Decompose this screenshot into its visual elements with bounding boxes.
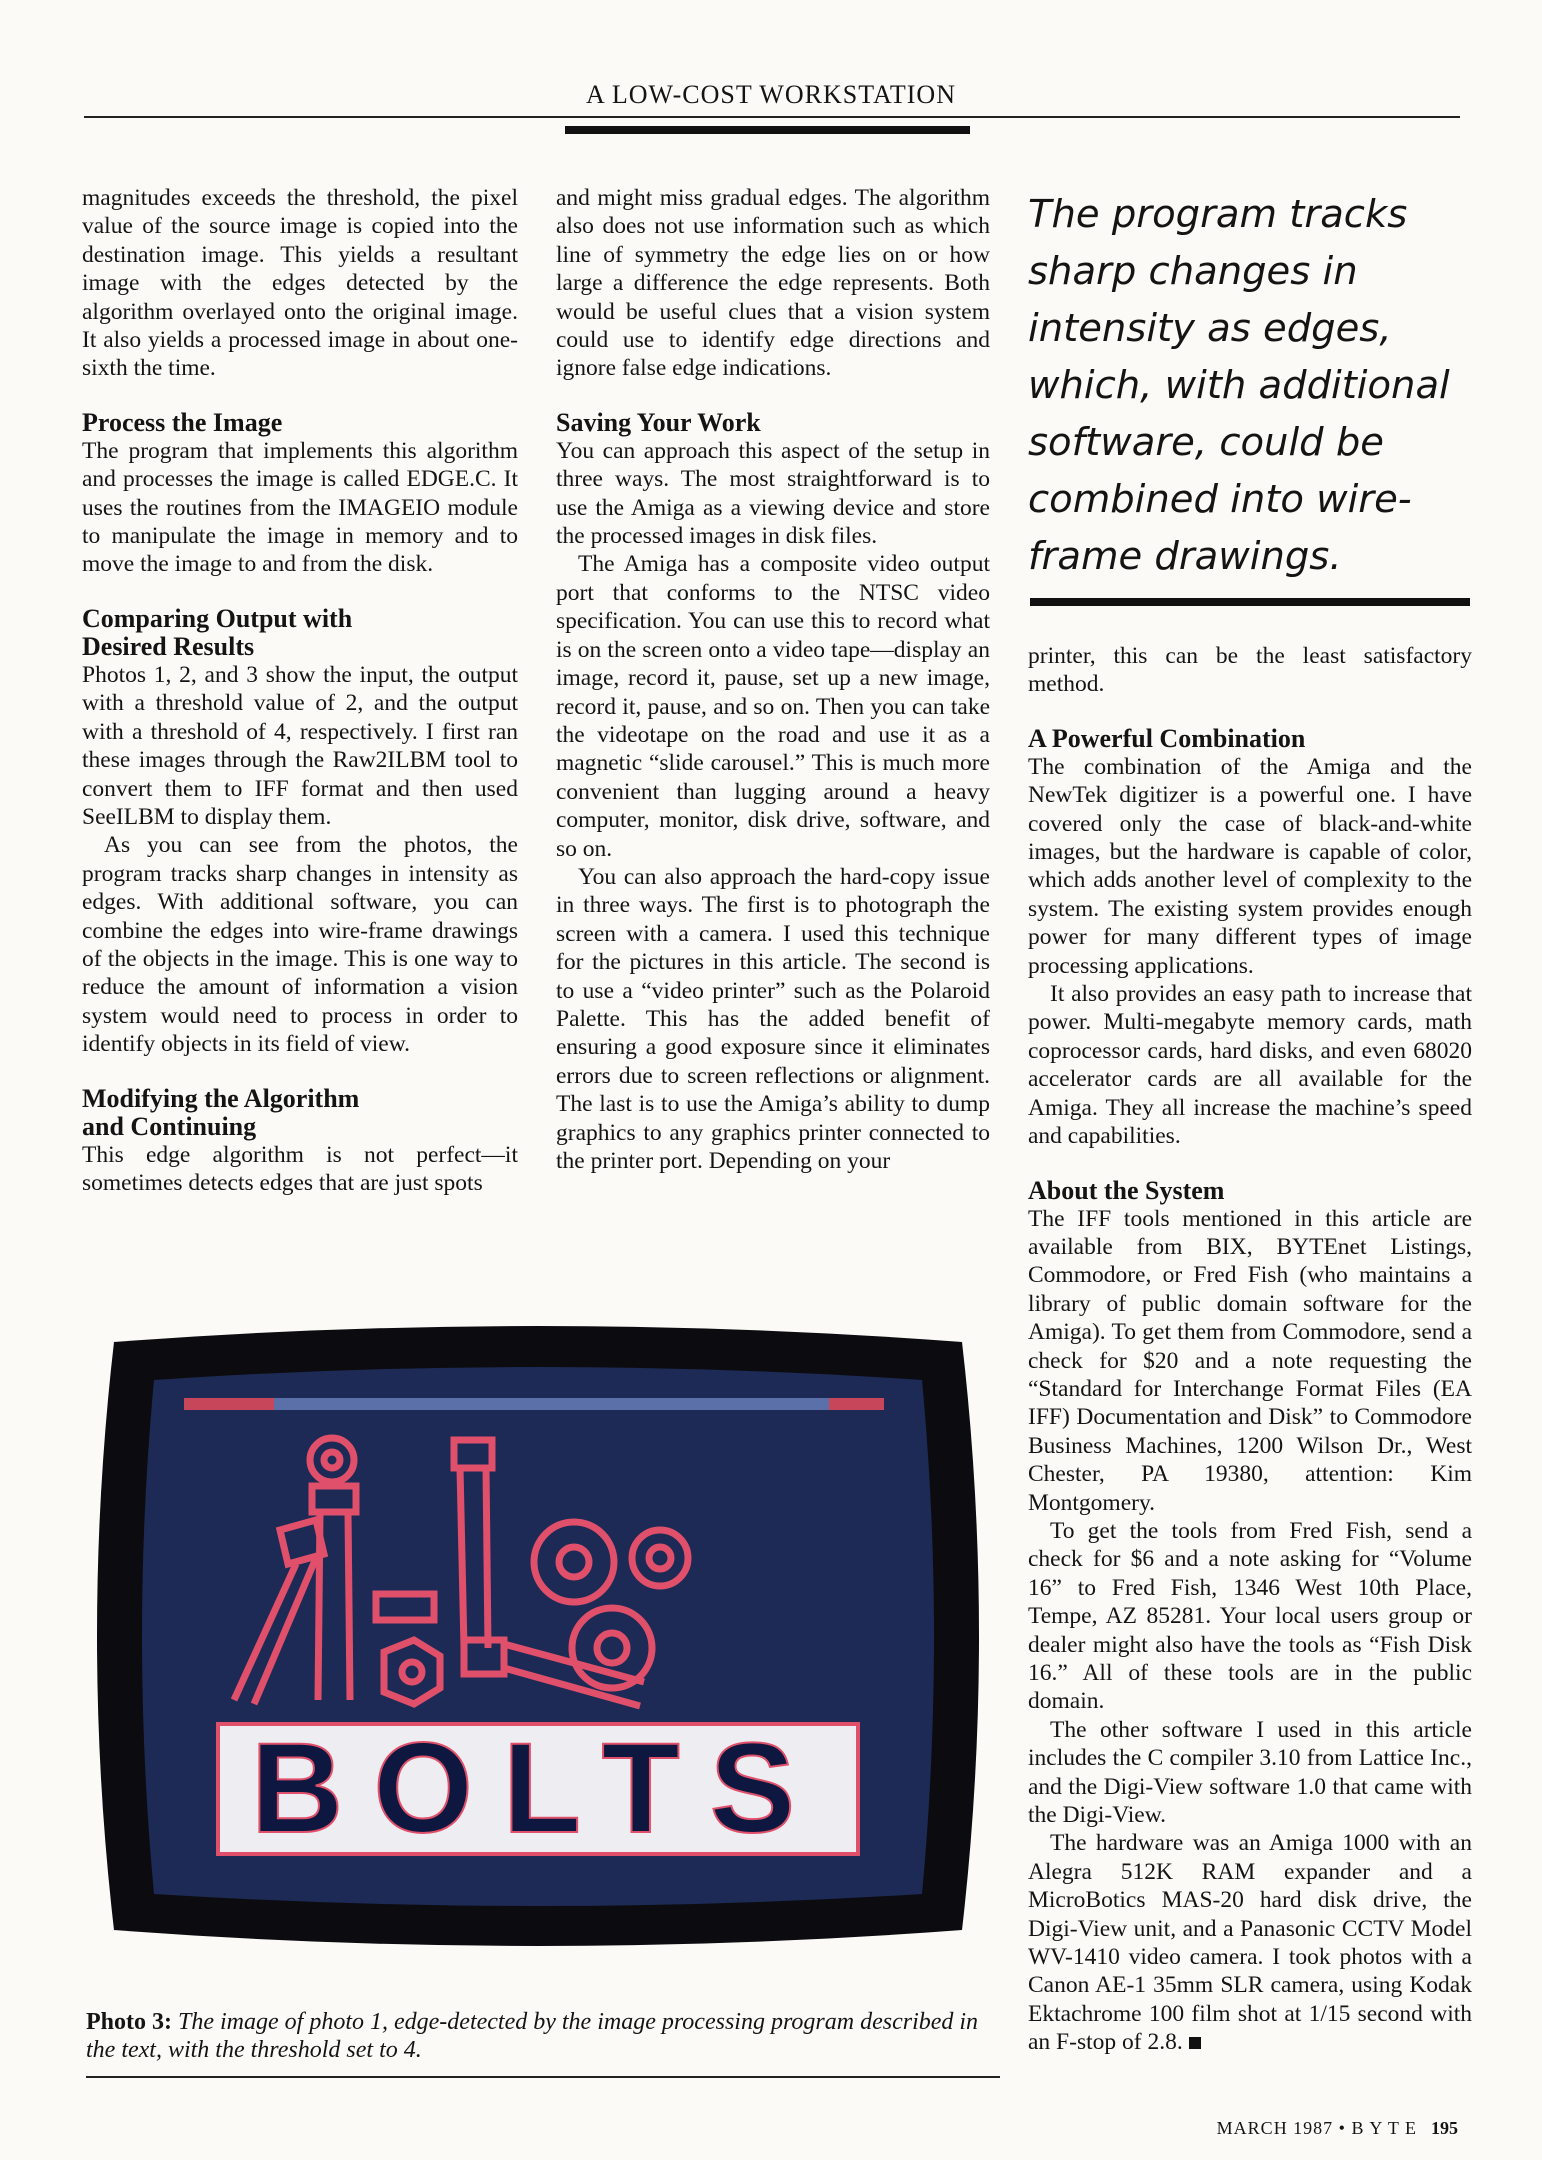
section-heading-process: Process the Image	[82, 407, 283, 437]
footer-issue: MARCH 1987 • B Y T E	[1216, 2118, 1417, 2138]
pull-quote: The program tracks sharp changes in intensity as edges, which, with additional software, could be combined into wire-frame drawings.	[1028, 192, 1450, 579]
bolt-shaft	[348, 1512, 350, 1700]
paragraph: As you can see from the photos, the program tracks sharp changes in intensity as edges. With additional software, you can combine the edges into wire-frame drawings of the objects in the image. This is one way to reduce the amount of information a vision system would need to process in order to identify objects in its field of view.	[82, 832, 518, 1058]
header-bar	[565, 126, 970, 134]
heading-line: Desired Results	[82, 631, 255, 661]
paragraph: printer, this can be the least satisfactory method.	[1028, 643, 1472, 698]
paragraph: magnitudes exceeds the threshold, the pixel value of the source image is copied into the destination image. This yields a resultant image with the edges detected by the algorithm overlayed onto the original image. It also yields a processed image in about one-sixth the time.	[82, 185, 518, 382]
column-3	[1028, 642, 1472, 2057]
end-mark-icon	[1189, 2037, 1201, 2049]
paragraph: It also provides an easy path to increase that power. Multi-megabyte memory cards, math coprocessor cards, hard disks, and even 68020 accelerator cards are all available for the Amiga. They all increase the machine’s speed and capabilities.	[1028, 981, 1472, 1150]
section-heading-saving: Saving Your Work	[556, 407, 761, 437]
heading-line: Comparing Output with	[82, 603, 353, 633]
photo-caption	[86, 2008, 996, 2064]
paragraph: To get the tools from Fred Fish, send a check for $6 and a note asking for “Volume 16” to Fred Fish, 1346 West 10th Place, Tempe, AZ 85281. Your local users group or dealer might also have the tools as “Fish Disk 16.” All of these tools are in the public domain.	[1028, 1517, 1472, 1715]
column-1	[82, 184, 518, 1197]
bolt-shaft	[318, 1512, 320, 1700]
section-heading-comparing	[82, 605, 518, 661]
heading-line: and Continuing	[82, 1111, 257, 1141]
paragraph: The Amiga has a composite video output port that conforms to the NTSC video specification. You can use this to record what is on the screen onto a video tape—display an image, record it, pause, set up a new image, record it, pause, and so on. Then you can take the videotape on the road and use it as a magnetic “slide carousel.” This is much more convenient than lugging around a heavy computer, monitor, disk drive, software, and so on.	[556, 551, 990, 862]
bolt-shaft	[460, 1468, 464, 1648]
paragraph: Photos 1, 2, and 3 show the input, the output with a threshold value of 2, and the output with a threshold of 4, respectively. I first ran these images through the Raw2ILBM tool to convert them to IFF format and then used SeeILBM to display them.	[82, 661, 518, 830]
section-heading-modifying	[82, 1085, 518, 1141]
caption-label: Photo 3:	[86, 2009, 172, 2035]
section-heading-about: About the System	[1028, 1175, 1225, 1205]
section-heading-powerful: A Powerful Combination	[1028, 723, 1306, 753]
window-title-bar	[184, 1398, 884, 1410]
caption-rule	[86, 2076, 1000, 2078]
paragraph-text: The hardware was an Amiga 1000 with an Alegra 512K RAM expander and a MicroBotics MAS-20 hard disk drive, the Digi-View unit, and a Panasonic CCTV Model WV-1410 video camera. I took photos with a Canon AE-1 35mm SLR camera, using Kodak Ektachrome 100 film shot at 1/15 second with an F-stop of 2.8.	[1028, 1830, 1472, 2056]
photo-3	[84, 1322, 992, 1950]
page-footer	[1217, 2118, 1458, 2139]
paragraph: This edge algorithm is not perfect—it sometimes detects edges that are just spots	[82, 1141, 518, 1196]
heading-line: Modifying the Algorithm	[82, 1083, 360, 1113]
caption-text: The image of photo 1, edge-detected by the image processing program described in the text, with the threshold set to 4.	[86, 2009, 979, 2063]
column-2	[556, 184, 990, 1175]
paragraph: The other software I used in this article includes the C compiler 3.10 from Lattice Inc., and the Digi-View software 1.0 that came with the Digi-View.	[1028, 1716, 1472, 1829]
paragraph: The IFF tools mentioned in this article are available from BIX, BYTEnet Listings, Commodore, or Fred Fish (who maintains a library of public domain software for the Amiga). To get them from Commodore, send a check for $20 and a note requesting the “Standard for Interchange Format Files (EA IFF) Documentation and Disk” to Commodore Business Machines, 1200 Wilson Dr., West Chester, PA 19380, attention: Kim Montgomery.	[1028, 1205, 1472, 1516]
page-number: 195	[1431, 2118, 1458, 2138]
bolts-label-text: BOLTS	[250, 1717, 826, 1860]
paragraph: The program that implements this algorithm and processes the image is called EDGE.C. It uses the routines from the IMAGEIO module to manipulate the image in memory and to move the image to and from the disk.	[82, 437, 518, 578]
bolt-shaft	[486, 1468, 488, 1648]
header-rule	[84, 116, 1460, 118]
paragraph	[1028, 1829, 1472, 2056]
paragraph: The combination of the Amiga and the NewTek digitizer is a powerful one. I have covered only the case of black-and-white images, but the hardware is capable of color, which adds another level of complexity to the system. The existing system provides enough power for many different types of image processing applications.	[1028, 753, 1472, 979]
paragraph: You can also approach the hard-copy issue in three ways. The first is to photograph the screen with a camera. I used this technique for the pictures in this article. The second is to use a “video printer” such as the Polaroid Palette. This has the added benefit of ensuring a good exposure since it eliminates errors due to screen reflections or alignment. The last is to use the Amiga’s ability to dump graphics to any graphics printer connected to the printer port. Depending on your	[556, 863, 990, 1174]
pull-quote-bar	[1030, 598, 1470, 606]
running-header: A LOW-COST WORKSTATION	[586, 80, 956, 109]
paragraph: and might miss gradual edges. The algorithm also does not use information such as which line of symmetry the edge lies on or how large a difference the edge represents. Both would be useful clues that a vision system could use to identify edge directions and ignore false edge indications.	[556, 185, 990, 382]
paragraph: You can approach this aspect of the setup in three ways. The most straightforward is to use the Amiga as a viewing device and store the processed images in disk files.	[556, 437, 990, 550]
window-title-bar-left	[184, 1398, 274, 1410]
photo-3-image	[84, 1322, 992, 1950]
window-title-bar-right	[829, 1398, 884, 1410]
